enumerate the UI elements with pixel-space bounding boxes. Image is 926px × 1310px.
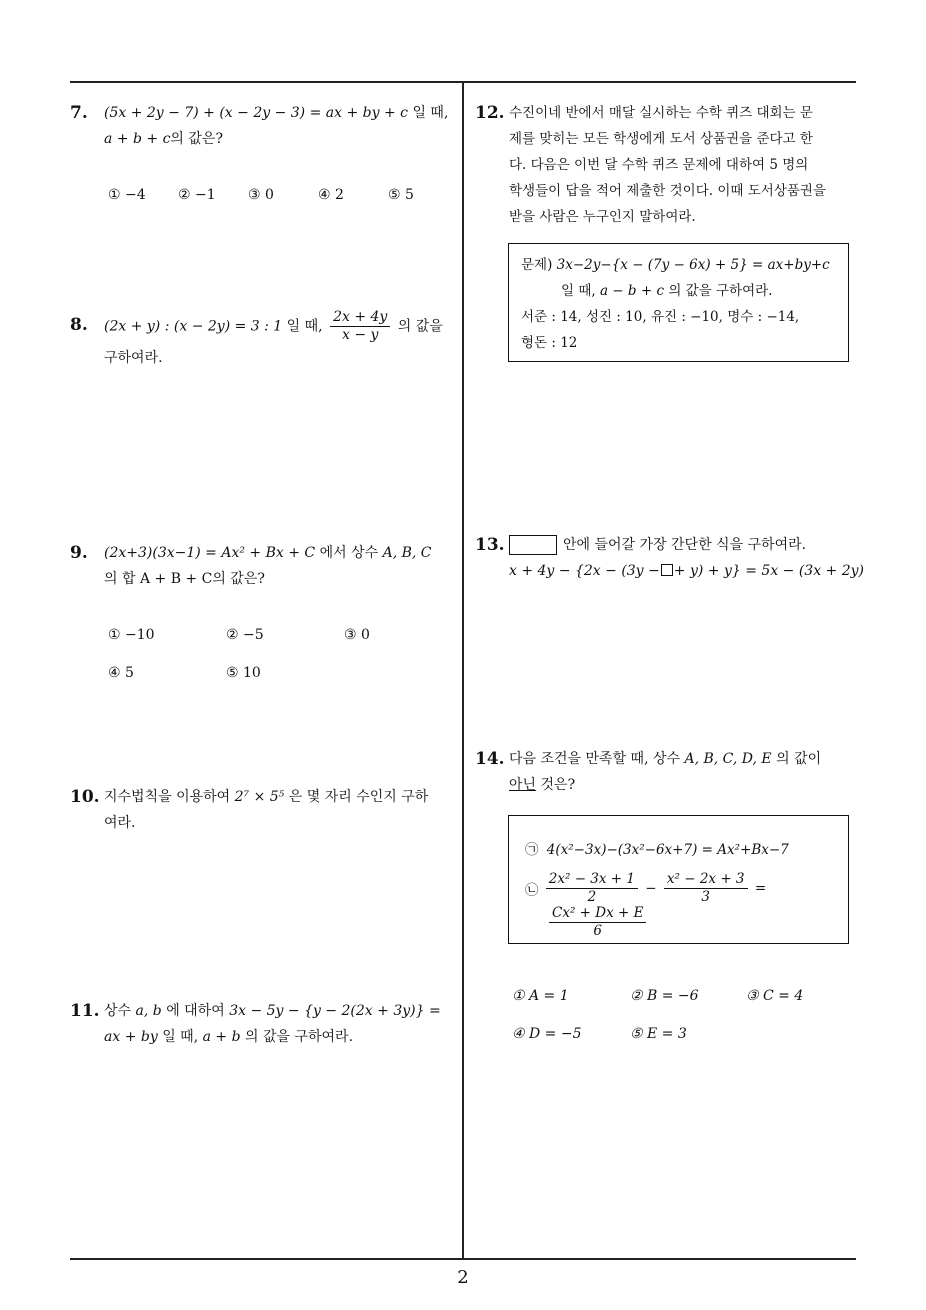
student-answers: 형돈 : 12 — [521, 335, 578, 351]
question-number: 7. — [70, 103, 88, 123]
question-text: (5x + 2y − 7) + (x − 2y − 3) = ax + by + c 일 때, — [104, 105, 449, 121]
question-text-line: 다. 다음은 이번 달 수학 퀴즈 문제에 대하여 5 명의 — [509, 157, 809, 173]
choice-3[interactable]: ③ 0 — [344, 627, 370, 643]
choice-5[interactable]: ⑤ 5 — [388, 187, 414, 203]
choice-1[interactable]: ① −10 — [108, 627, 155, 643]
choice-5[interactable]: ⑤ E = 3 — [630, 1026, 687, 1042]
choice-1[interactable]: ① A = 1 — [512, 988, 569, 1004]
bottom-rule — [70, 1258, 856, 1260]
choice-4[interactable]: ④ D = −5 — [512, 1026, 582, 1042]
choice-2[interactable]: ② −5 — [226, 627, 264, 643]
condition-box — [508, 815, 849, 944]
question-12 — [475, 100, 861, 230]
choice-3[interactable]: ③ C = 4 — [746, 988, 804, 1004]
question-number: 14. — [475, 749, 505, 769]
question-number: 13. — [475, 535, 505, 555]
question-text: (2x+3)(3x−1) = Ax² + Bx + C 에서 상수 A, B, C — [104, 545, 432, 561]
choice-2[interactable]: ② −1 — [178, 187, 216, 203]
question-13 — [475, 532, 865, 584]
fraction: $\frac{2x + 4y}{x - y}$ — [330, 310, 390, 343]
page-number: 2 — [457, 1267, 469, 1288]
equation: x + 4y − {2x − (3y − + y) + y} = 5x − (3x + 2y) — [509, 563, 865, 579]
choice-5[interactable]: ⑤ 10 — [226, 665, 261, 681]
question-text-line: 받을 사람은 누구인지 말하여라. — [509, 209, 696, 225]
question-8: 8. (2x + y) : (x − 2y) = 3 : 1 일 때, $\frac{2x + 4y}{x - y}$ 의 값을 구하여라. — [70, 310, 456, 371]
question-number: 9. — [70, 543, 88, 563]
question-14: 14. 다음 조건을 만족할 때, 상수 A, B, C, D, E 의 값이 아닌 것은? — [475, 746, 861, 798]
column-divider — [462, 82, 464, 1258]
question-text-line: 제를 맞히는 모든 학생에게 도서 상품권을 준다고 한 — [509, 131, 813, 147]
question-number: 12. — [475, 103, 505, 123]
question-text: 다음 조건을 만족할 때, 상수 A, B, C, D, E 의 값이 — [509, 751, 822, 767]
choice-4[interactable]: ④ 5 — [108, 665, 134, 681]
answer-blank-box — [509, 535, 557, 555]
question-number: 11. — [70, 1001, 100, 1021]
q14-choices — [512, 983, 852, 1047]
condition-mark: ㉡ — [525, 882, 539, 899]
question-text-line: 학생들이 답을 적어 제출한 것이다. 이때 도서상품권을 — [509, 183, 826, 199]
student-answers: 서준 : 14, 성진 : 10, 유진 : −10, 명수 : −14, — [521, 309, 800, 325]
answer-choices — [104, 182, 456, 208]
answer-choices — [104, 622, 456, 648]
blank-square-icon — [661, 564, 673, 576]
answer-choices — [104, 660, 456, 686]
question-number: 10. — [70, 787, 100, 807]
question-9: 9. (2x+3)(3x−1) = Ax² + Bx + C 에서 상수 A, B, C 의 합 A + B + C의 값은? ① −10 ② −5 ③ 0 ④ 5 ⑤ 10 — [70, 540, 456, 686]
question-number: 8. — [70, 315, 88, 335]
condition-b: ㉡ $\frac{\text{2x² − 3x + 1}}{2}$ − $\frac{\text{x² − 2x + 3}}{3}$ = — [525, 871, 767, 905]
condition-b-rhs: $\frac{\text{Cx² + Dx + E}}{6}$ — [549, 906, 646, 939]
problem-box: 문제) 3x−2y−{x − (7y − 6x) + 5} = ax+by+c 일 때, a − b + c 의 값을 구하여라. 서준 : 14, 성진 : 10, 유진 : −10, 명수 : −14, 형돈 : 12 — [508, 243, 849, 362]
condition-mark: ㉠ — [525, 842, 539, 858]
choice-2[interactable]: ② B = −6 — [630, 988, 699, 1004]
choice-4[interactable]: ④ 2 — [318, 187, 344, 203]
question-text: 안에 들어갈 가장 간단한 식을 구하여라. — [509, 532, 861, 558]
question-11: 11. 상수 a, b 에 대하여 3x − 5y − {y − 2(2x + 3y)} = ax + by 일 때, a + b 의 값을 구하여라. — [70, 998, 456, 1050]
question-10: 10. 지수법칙을 이용하여 2⁷ × 5⁵ 은 몇 자리 수인지 구하 여라. — [70, 784, 456, 836]
question-text: (2x + y) : (x − 2y) = 3 : 1 일 때, $\frac{2x + 4y}{x - y}$ 의 값을 — [104, 309, 443, 343]
question-7: 7. (5x + 2y − 7) + (x − 2y − 3) = ax + by + c 일 때, a + b + c의 값은? ① −4 ② −1 ③ 0 ④ 2 ⑤ 5 — [70, 100, 456, 208]
question-text-line: 수진이네 반에서 매달 실시하는 수학 퀴즈 대회는 문 — [509, 105, 813, 121]
question-text: 상수 a, b 에 대하여 3x − 5y − {y − 2(2x + 3y)} = — [104, 1003, 441, 1019]
choice-1[interactable]: ① −4 — [108, 187, 146, 203]
condition-a: ㉠ 4(x²−3x)−(3x²−6x+7) = Ax²+Bx−7 — [525, 842, 789, 858]
choice-3[interactable]: ③ 0 — [248, 187, 274, 203]
question-text: 지수법칙을 이용하여 2⁷ × 5⁵ 은 몇 자리 수인지 구하 — [104, 789, 429, 805]
